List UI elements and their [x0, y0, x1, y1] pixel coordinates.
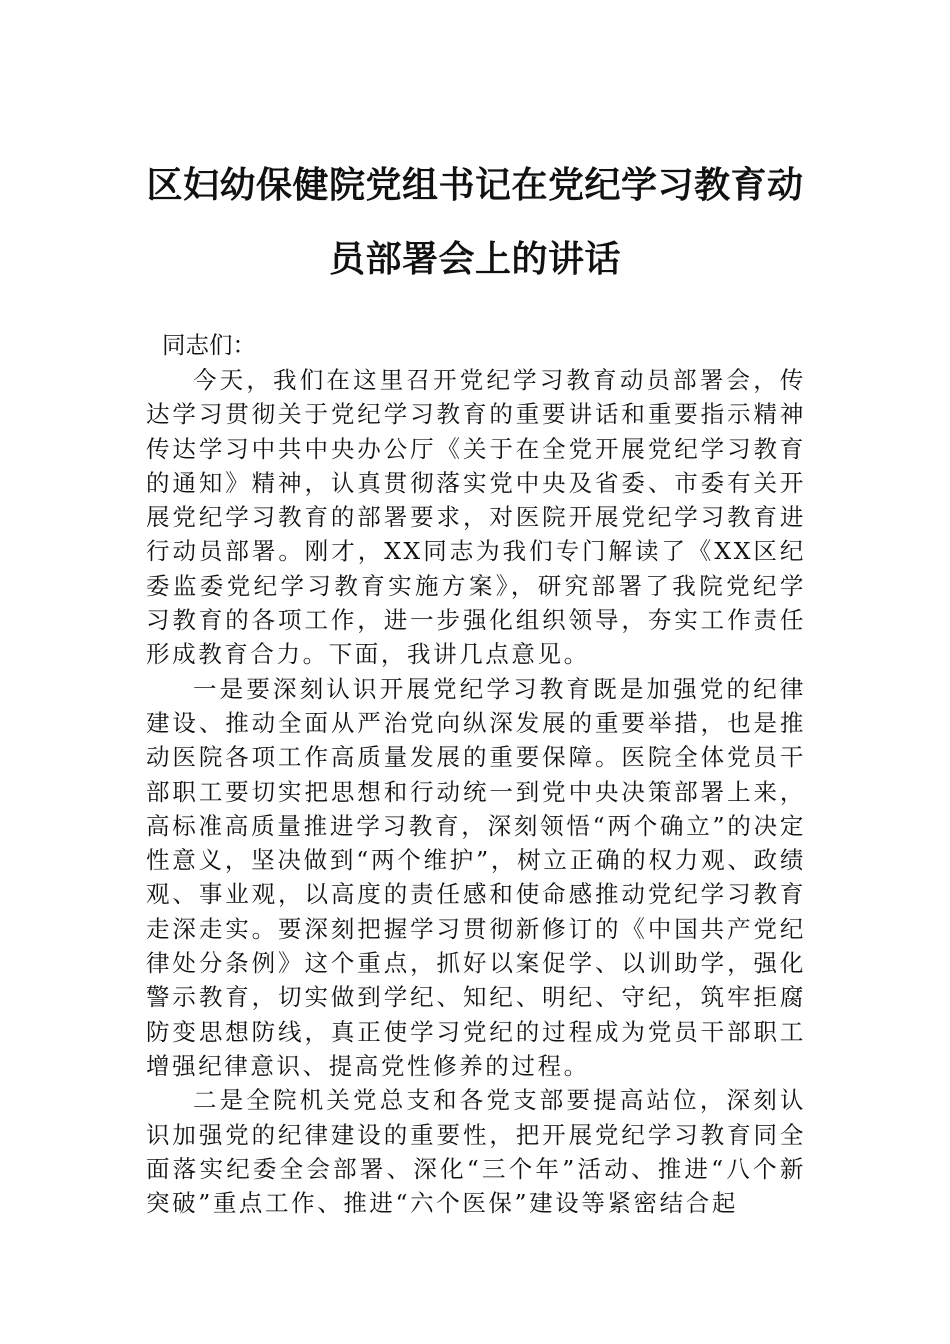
paragraph-point-two: 二是全院机关党总支和各党支部要提高站位，深刻认识加强党的纪律建设的重要性，把开展党纪学习教育同全面落实纪委全会部署、深化“三个年”活动、推进“八个新突破”重点工作、推进“六个医保”建设等紧密结合起	[146, 1086, 806, 1218]
title-line-2: 员部署会上的讲话	[328, 238, 621, 280]
salutation: 同志们：	[162, 331, 256, 359]
paragraph-intro: 今天，我们在这里召开党纪学习教育动员部署会，传达学习贯彻关于党纪学习教育的重要讲话和重要指示精神传达学习中共中央办公厅《关于在全党开展党纪学习教育的通知》精神，认真贯彻落实党中央及省委、市委有关开展党纪学习教育的部署要求，对医院开展党纪学习教育进行动员部署。刚才，XX同志为我们专门解读了《XX区纪委监委党纪学习教育实施方案》，研究部署了我院党纪学习教育的各项工作，进一步强化组织领导，夯实工作责任形成教育合力。下面，我讲几点意见。	[146, 366, 806, 669]
document-body	[146, 363, 806, 1220]
document-title	[120, 148, 830, 296]
title-line-1: 区妇幼保健院党组书记在党纪学习教育动	[146, 164, 804, 206]
paragraph-point-one: 一是要深刻认识开展党纪学习教育既是加强党的纪律建设、推动全面从严治党向纵深发展的重要举措，也是推动医院各项工作高质量发展的重要保障。医院全体党员干部职工要切实把思想和行动统一到党中央决策部署上来，高标准高质量推进学习教育，深刻领悟“两个确立”的决定性意义，坚决做到“两个维护”，树立正确的权力观、政绩观、事业观，以高度的责任感和使命感推动党纪学习教育走深走实。要深刻把握学习贯彻新修订的《中国共产党纪律处分条例》这个重点，抓好以案促学、以训助学，强化警示教育，切实做到学纪、知纪、明纪、守纪，筑牢拒腐防变思想防线，真正使学习党纪的过程成为党员干部职工增强纪律意识、提高党性修养的过程。	[146, 674, 806, 1080]
